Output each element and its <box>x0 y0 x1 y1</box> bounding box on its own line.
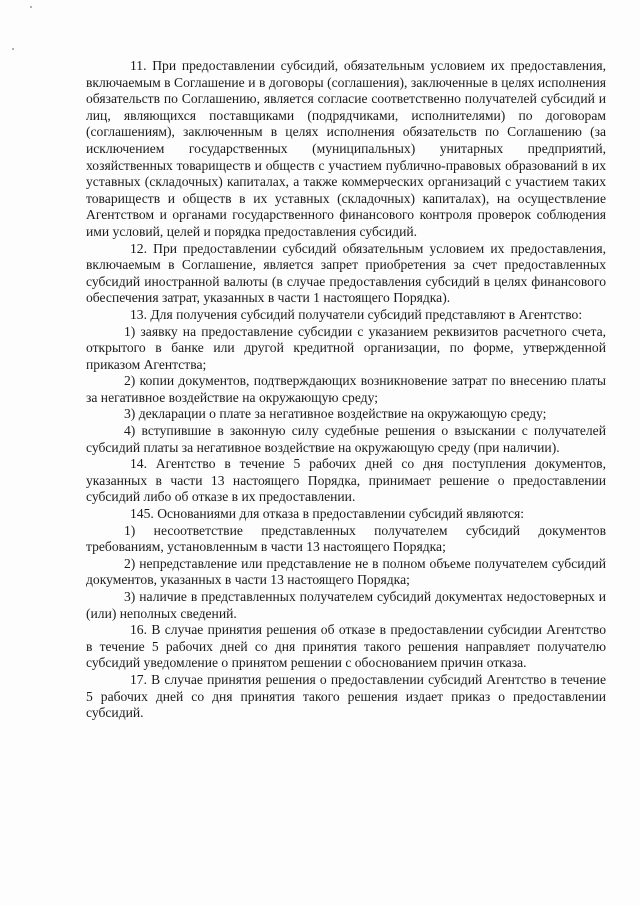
list-item: 2) непредставление или представление не в полном объеме получателем субсидий документов, указанных в части 13 настоящего Порядка; <box>86 555 606 588</box>
paragraph-16: 16. В случае принятия решения об отказе в предоставлении субсидии Агентство в течение 5 рабочих дней со дня принятия такого решения направляет получателю субсидий уведомление о принятом решении с обоснованием причин отказа. <box>86 622 606 671</box>
scan-speck <box>30 6 32 8</box>
scan-speck <box>12 48 14 50</box>
list-item: 3) декларации о плате за негативное воздействие на окружающую среду; <box>124 406 547 422</box>
list-item: 4) вступившие в законную силу судебные решения о взыскании с получателей субсидий платы за негативное воздействие на окружающую среду (при наличии). <box>86 423 606 455</box>
list-item: 1) заявку на предоставление субсидии с указанием реквизитов расчетного счета, открытого в банке или другой кредитной организации, по форме, утвержденной приказом Агентства; <box>86 323 606 372</box>
list-item: 1) несоответствие представленных получателем субсидий документов требованиям, установленным в части 13 настоящего Порядка; <box>86 522 606 555</box>
list-item: 3) наличие в представленных получателем субсидий документах недостоверных и (или) неполных сведений. <box>86 589 606 621</box>
paragraph-14: 14. Агентство в течение 5 рабочих дней со дня поступления документов, указанных в части 13 настоящего Порядка, принимает решение о предоставлении субсидий либо об отказе в их предоставлении. <box>86 456 606 505</box>
paragraph-11: 11. При предоставлении субсидий, обязательным условием их предоставления, включаемым в Соглашение и в договоры (соглашения), заключенные в целях исполнения обязательств по Соглашению, является согласие соответственно получателей субсидий и лиц, являющихся поставщиками (подрядчиками, исполнителями) по договорам (соглашениям), заключенным в целях исполнения обязательств по Соглашению (за исключением государственных (муниципальных) унитарных предприятий, хозяйственных товариществ и обществ с участием публично-правовых образований в их уставных (складочных) капиталах, а также коммерческих организаций с участием таких товариществ и обществ в их уставных (складочных) капиталах), на осуществление Агентством и органами государственного финансового контроля проверок соблюдения ими условий, целей и порядка предоставления субсидий. <box>86 58 606 239</box>
paragraph-15: 145. Основаниями для отказа в предоставлении субсидий являются: <box>130 506 525 522</box>
paragraph-12: 12. При предоставлении субсидий обязательным условием их предоставления, включаемым в Соглашение, является запрет приобретения за счет предоставленных субсидий иностранной валюты (в случае предоставления субсидий в целях финансового обеспечения затрат, указанных в части 1 настоящего Порядка). <box>86 240 606 306</box>
paragraph-13: 13. Для получения субсидий получатели субсидий представляют в Агентство: <box>130 306 583 322</box>
paragraph-17: 17. В случае принятия решения о предоставлении субсидий Агентство в течение 5 рабочих дней со дня принятия такого решения издает приказ о предоставлении субсидий. <box>86 671 606 721</box>
document-body <box>86 58 606 722</box>
list-item: 2) копии документов, подтверждающих возникновение затрат по внесению платы за негативное воздействие на окружающую среду; <box>86 373 606 405</box>
